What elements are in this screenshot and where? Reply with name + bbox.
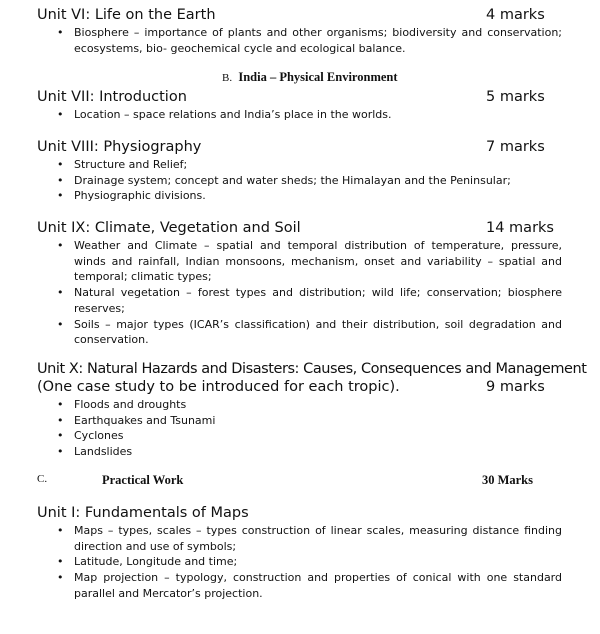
list-item: • Weather and Climate – spatial and temporal distribution of temperature, pressure, winds and rainfall, Indian monsoons, mechanism, onset and variability – spatial and temporal; climatic types; (74, 238, 562, 285)
bullet-list (37, 25, 562, 56)
unit-title: Unit VI: Life on the Earth (37, 7, 216, 23)
unit-subtitle: (One case study to be introduced for each tropic). (37, 379, 400, 395)
unit-title: Unit IX: Climate, Vegetation and Soil (37, 220, 301, 236)
section-b-heading (222, 70, 398, 85)
bullet-list (37, 523, 562, 602)
unit-viii (37, 139, 562, 204)
list-item: • Cyclones (74, 428, 562, 444)
list-item: • Structure and Relief; (74, 157, 562, 173)
unit-marks: 4 marks (486, 7, 545, 23)
section-title: India – Physical Environment (238, 70, 398, 84)
list-item: • Drainage system; concept and water sheds; the Himalayan and the Peninsular; (74, 173, 562, 189)
unit-heading (37, 360, 587, 396)
unit-heading (37, 220, 562, 237)
unit-marks: 14 marks (486, 220, 554, 236)
section-marks: 30 Marks (481, 473, 533, 487)
section-title: Practical Work (102, 473, 184, 487)
unit-title: Unit VIII: Physiography (37, 139, 202, 155)
unit-title: Unit X: Natural Hazards and Disasters: Causes, Consequences and Management (37, 361, 587, 377)
bullet-list (37, 397, 562, 460)
list-item: • Biosphere – importance of plants and other organisms; biodiversity and conservation; ecosystems, bio- geochemical cycle and ecological balance. (74, 25, 562, 56)
list-item: • Landslides (74, 444, 562, 460)
unit-i (37, 505, 562, 602)
unit-marks: 7 marks (486, 139, 545, 155)
unit-marks: 5 marks (486, 89, 545, 105)
list-item: • Floods and droughts (74, 397, 562, 413)
list-item: • Maps – types, scales – types construction of linear scales, measuring distance finding direction and use of symbols; (74, 523, 562, 554)
unit-ix (37, 220, 562, 348)
unit-heading (37, 7, 562, 24)
list-item: • Physiographic divisions. (74, 188, 562, 204)
unit-title: Unit VII: Introduction (37, 89, 187, 105)
unit-marks: 9 marks (486, 379, 545, 395)
list-item: • Soils – major types (ICAR’s classification) and their distribution, soil degradation and conservation. (74, 317, 562, 348)
unit-heading (37, 505, 562, 522)
bullet-list (37, 107, 562, 123)
section-letter: B. (222, 72, 233, 84)
list-item: • Latitude, Longitude and time; (74, 554, 562, 570)
unit-heading (37, 89, 562, 106)
section-c-heading (37, 473, 533, 488)
bullet-list (37, 238, 562, 348)
list-item: • Earthquakes and Tsunami (74, 413, 562, 429)
list-item: • Map projection – typology, construction and properties of conical with one standard parallel and Mercator’s projection. (74, 570, 562, 601)
unit-x (37, 360, 587, 460)
bullet-list (37, 157, 562, 204)
list-item: • Location – space relations and India’s place in the worlds. (74, 107, 562, 123)
unit-vii (37, 89, 562, 123)
unit-vi (37, 7, 562, 56)
unit-title: Unit I: Fundamentals of Maps (37, 505, 249, 521)
unit-heading (37, 139, 562, 156)
section-letter: C. (37, 473, 48, 485)
list-item: • Natural vegetation – forest types and distribution; wild life; conservation; biosphere reserves; (74, 285, 562, 316)
